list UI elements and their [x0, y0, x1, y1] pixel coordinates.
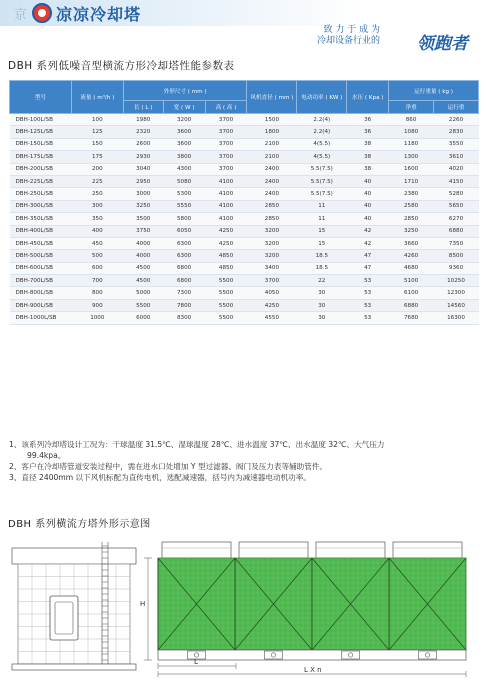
table-cell: 5500: [205, 275, 247, 287]
logo-emblem-icon: [32, 3, 52, 23]
header-motor-power: 电动功率 ( KW ): [297, 81, 347, 114]
table-row: [10, 200, 479, 212]
table-cell: 40: [347, 175, 389, 187]
table-cell: 4100: [205, 213, 247, 225]
table-cell: 4100: [205, 200, 247, 212]
table-cell: 30: [297, 287, 347, 299]
table-cell: 4850: [205, 262, 247, 274]
table-cell: 6800: [163, 262, 205, 274]
table-row: [10, 188, 479, 200]
table-cell: 175: [71, 151, 123, 163]
table-cell: 3600: [163, 138, 205, 150]
table-cell: 1000: [71, 312, 123, 324]
table-cell: 12300: [434, 287, 479, 299]
table-cell: 5500: [205, 299, 247, 311]
table-cell: 3200: [163, 114, 205, 126]
table-cell: 150: [71, 138, 123, 150]
table-cell: 450: [71, 237, 123, 249]
table-cell: 2100: [247, 151, 297, 163]
table-title: DBH 系列低噪音型横流方形冷却塔性能参数表: [8, 60, 235, 72]
table-cell: 5.5(7.5): [297, 188, 347, 200]
table-cell: 6300: [163, 250, 205, 262]
header-length: 长 ( L ): [123, 101, 163, 114]
table-cell: 30: [297, 299, 347, 311]
table-cell: 47: [347, 250, 389, 262]
table-cell: 3500: [123, 213, 163, 225]
header-width: 宽 ( W ): [163, 101, 205, 114]
table-cell: 3700: [205, 114, 247, 126]
table-cell: 4250: [247, 299, 297, 311]
end-elevation: [12, 542, 136, 670]
table-cell: DBH-200L/SB: [10, 163, 72, 175]
table-cell: 15: [297, 225, 347, 237]
table-cell: 9360: [434, 262, 479, 274]
table-cell: 47: [347, 262, 389, 274]
table-row: [10, 287, 479, 299]
table-cell: 3200: [247, 225, 297, 237]
table-row: [10, 138, 479, 150]
table-cell: 3200: [247, 250, 297, 262]
table-row: [10, 262, 479, 274]
table-cell: 5.5(7.5): [297, 163, 347, 175]
table-cell: 14560: [434, 299, 479, 311]
table-cell: 5000: [123, 287, 163, 299]
table-cell: 3700: [205, 138, 247, 150]
table-cell: 2850: [389, 213, 434, 225]
table-cell: 4100: [205, 188, 247, 200]
header-water-pressure: 水压 ( Kpa ): [347, 81, 389, 114]
side-elevation: [140, 542, 466, 677]
table-cell: 3040: [123, 163, 163, 175]
table-row: [10, 114, 479, 126]
table-cell: 38: [347, 163, 389, 175]
table-row: [10, 175, 479, 187]
table-cell: 350: [71, 213, 123, 225]
table-cell: 2930: [123, 151, 163, 163]
table-cell: 7350: [434, 237, 479, 249]
table-row: [10, 151, 479, 163]
table-cell: 16300: [434, 312, 479, 324]
table-cell: 6880: [389, 299, 434, 311]
table-cell: 2600: [123, 138, 163, 150]
table-cell: DBH-800L/SB: [10, 287, 72, 299]
table-cell: 4(5.5): [297, 138, 347, 150]
table-cell: 3610: [434, 151, 479, 163]
table-cell: 40: [347, 188, 389, 200]
table-cell: 36: [347, 114, 389, 126]
table-row: [10, 275, 479, 287]
table-row: [10, 213, 479, 225]
table-cell: 100: [71, 114, 123, 126]
header-operating-weight: 运行重: [434, 101, 479, 114]
table-cell: 11: [297, 213, 347, 225]
table-cell: 3000: [123, 188, 163, 200]
slogan-line-2: 冷却设备行业的: [316, 36, 380, 46]
label-lxn: L X n: [304, 666, 322, 674]
table-cell: DBH-500L/SB: [10, 250, 72, 262]
table-cell: 5500: [205, 287, 247, 299]
table-cell: 2400: [247, 188, 297, 200]
table-cell: 200: [71, 163, 123, 175]
table-cell: 4680: [389, 262, 434, 274]
logo-ghost-text: 京: [14, 7, 29, 23]
table-cell: 5550: [163, 200, 205, 212]
tower-diagram: [8, 536, 484, 678]
table-cell: 22: [297, 275, 347, 287]
table-cell: 5280: [434, 188, 479, 200]
table-cell: 4500: [123, 275, 163, 287]
table-cell: 1980: [123, 114, 163, 126]
table-cell: 3200: [247, 237, 297, 249]
table-cell: 4300: [163, 163, 205, 175]
header-model: 型号: [10, 81, 72, 114]
header-fan-diameter: 风机直径 ( mm ): [247, 81, 297, 114]
table-cell: DBH-150L/SB: [10, 138, 72, 150]
table-cell: 860: [389, 114, 434, 126]
table-cell: 1180: [389, 138, 434, 150]
table-cell: 3250: [123, 200, 163, 212]
table-cell: 18.5: [297, 250, 347, 262]
table-cell: 4000: [123, 250, 163, 262]
table-cell: 53: [347, 287, 389, 299]
table-cell: DBH-350L/SB: [10, 213, 72, 225]
table-row: [10, 312, 479, 324]
table-cell: 800: [71, 287, 123, 299]
table-cell: 40: [347, 213, 389, 225]
diagram-title: DBH 系列横流方塔外形示意图: [8, 519, 151, 530]
table-cell: 6800: [163, 275, 205, 287]
slogan: [316, 25, 468, 54]
header-dimensions: 外形尺寸 ( mm ): [123, 81, 247, 101]
table-cell: 2400: [247, 175, 297, 187]
table-cell: 8300: [163, 312, 205, 324]
slogan-headline: 领跑者: [417, 34, 468, 54]
table-cell: 1710: [389, 175, 434, 187]
logo-text: 凉凉冷却塔: [56, 4, 142, 24]
table-row: [10, 250, 479, 262]
table-cell: 11: [297, 200, 347, 212]
table-cell: 1300: [389, 151, 434, 163]
table-cell: 2400: [247, 163, 297, 175]
table-cell: 5080: [163, 175, 205, 187]
table-cell: 4250: [205, 225, 247, 237]
table-cell: 3400: [247, 262, 297, 274]
table-cell: 2850: [247, 200, 297, 212]
table-cell: DBH-175L/SB: [10, 151, 72, 163]
table-cell: 38: [347, 138, 389, 150]
table-cell: DBH-225L/SB: [10, 175, 72, 187]
table-cell: 1600: [389, 163, 434, 175]
table-cell: DBH-900L/SB: [10, 299, 72, 311]
table-row: [10, 237, 479, 249]
note-3: 3、直径 2400mm 以下风机标配为直传电机，选配减速器，括号内为减速器电动机功率。: [9, 473, 311, 482]
table-cell: 42: [347, 225, 389, 237]
table-cell: 3700: [247, 275, 297, 287]
table-cell: 1500: [247, 114, 297, 126]
table-cell: 250: [71, 188, 123, 200]
table-cell: 3800: [163, 151, 205, 163]
table-cell: 500: [71, 250, 123, 262]
header-weight: 运行重量 ( kg ): [389, 81, 479, 101]
table-cell: DBH-250L/SB: [10, 188, 72, 200]
table-cell: 6270: [434, 213, 479, 225]
table-cell: 6100: [389, 287, 434, 299]
table-cell: 2380: [389, 188, 434, 200]
table-cell: 3550: [434, 138, 479, 150]
table-cell: 3250: [389, 225, 434, 237]
table-cell: 3660: [389, 237, 434, 249]
spec-table-body: [10, 114, 479, 325]
header-net-weight: 净重: [389, 101, 434, 114]
table-cell: 5500: [205, 312, 247, 324]
table-cell: 2260: [434, 114, 479, 126]
table-cell: 5100: [389, 275, 434, 287]
table-cell: 600: [71, 262, 123, 274]
table-cell: 225: [71, 175, 123, 187]
table-row: [10, 163, 479, 175]
table-row: [10, 126, 479, 138]
table-cell: 400: [71, 225, 123, 237]
table-cell: 36: [347, 126, 389, 138]
note-1-continued: 99.4kpa。: [27, 451, 66, 460]
label-h: H: [140, 600, 146, 608]
note-1: 1、该系列冷却塔设计工况为：干球温度 31.5℃、湿球温度 28℃、进水温度 37℃、出水温度 32℃、大气压力: [9, 440, 385, 449]
table-cell: DBH-1000L/SB: [10, 312, 72, 324]
page-header: [0, 0, 488, 56]
slogan-line-1: 致 力 于 成 为: [323, 25, 380, 35]
table-cell: 4500: [123, 262, 163, 274]
table-cell: 1080: [389, 126, 434, 138]
table-cell: 2320: [123, 126, 163, 138]
table-cell: 2850: [247, 213, 297, 225]
table-cell: 3750: [123, 225, 163, 237]
brand-logo: [14, 2, 141, 24]
table-cell: 700: [71, 275, 123, 287]
table-cell: 5650: [434, 200, 479, 212]
table-cell: 6300: [163, 237, 205, 249]
table-cell: DBH-300L/SB: [10, 200, 72, 212]
table-cell: 4550: [247, 312, 297, 324]
table-cell: 4000: [123, 237, 163, 249]
table-cell: 2.2(4): [297, 114, 347, 126]
note-2: 2、客户在冷却塔管道安装过程中，需在进水口处增加 Y 型过滤器、阀门及压力表等辅助管件。: [9, 462, 328, 471]
table-cell: 4150: [434, 175, 479, 187]
table-cell: 300: [71, 200, 123, 212]
header-height: 高 ( 高 ): [205, 101, 247, 114]
table-cell: 3700: [205, 151, 247, 163]
table-cell: 38: [347, 151, 389, 163]
table-cell: 8500: [434, 250, 479, 262]
table-row: [10, 299, 479, 311]
table-cell: DBH-600L/SB: [10, 262, 72, 274]
table-cell: 30: [297, 312, 347, 324]
table-cell: 3700: [205, 126, 247, 138]
table-cell: 5500: [123, 299, 163, 311]
label-l: L: [194, 658, 198, 666]
table-cell: 10250: [434, 275, 479, 287]
table-cell: 3600: [163, 126, 205, 138]
table-cell: 4020: [434, 163, 479, 175]
table-cell: 7800: [163, 299, 205, 311]
table-cell: 2950: [123, 175, 163, 187]
table-cell: 4(5.5): [297, 151, 347, 163]
table-cell: 4850: [205, 250, 247, 262]
table-cell: 3700: [205, 163, 247, 175]
table-cell: 900: [71, 299, 123, 311]
table-cell: 7300: [163, 287, 205, 299]
table-cell: 53: [347, 312, 389, 324]
table-cell: 2.2(4): [297, 126, 347, 138]
table-cell: 2830: [434, 126, 479, 138]
table-cell: 15: [297, 237, 347, 249]
table-cell: 18.5: [297, 262, 347, 274]
table-cell: 6880: [434, 225, 479, 237]
table-cell: DBH-700L/SB: [10, 275, 72, 287]
table-cell: 5.5(7.5): [297, 175, 347, 187]
table-cell: 4100: [205, 175, 247, 187]
table-cell: 53: [347, 275, 389, 287]
table-row: [10, 225, 479, 237]
table-cell: DBH-100L/SB: [10, 114, 72, 126]
spec-table: [9, 80, 479, 325]
notes: [9, 439, 479, 483]
table-cell: 2580: [389, 200, 434, 212]
table-cell: 5300: [163, 188, 205, 200]
table-cell: 6000: [123, 312, 163, 324]
table-cell: 53: [347, 299, 389, 311]
table-cell: 42: [347, 237, 389, 249]
table-cell: 2100: [247, 138, 297, 150]
table-cell: 1800: [247, 126, 297, 138]
table-cell: 4260: [389, 250, 434, 262]
table-cell: 4250: [205, 237, 247, 249]
table-cell: DBH-125L/SB: [10, 126, 72, 138]
table-cell: 7680: [389, 312, 434, 324]
table-cell: 4050: [247, 287, 297, 299]
table-cell: 6050: [163, 225, 205, 237]
table-cell: 5800: [163, 213, 205, 225]
table-cell: DBH-450L/SB: [10, 237, 72, 249]
header-flow: 流量 ( m³/h ): [71, 81, 123, 114]
table-cell: 40: [347, 200, 389, 212]
table-cell: DBH-400L/SB: [10, 225, 72, 237]
table-cell: 125: [71, 126, 123, 138]
